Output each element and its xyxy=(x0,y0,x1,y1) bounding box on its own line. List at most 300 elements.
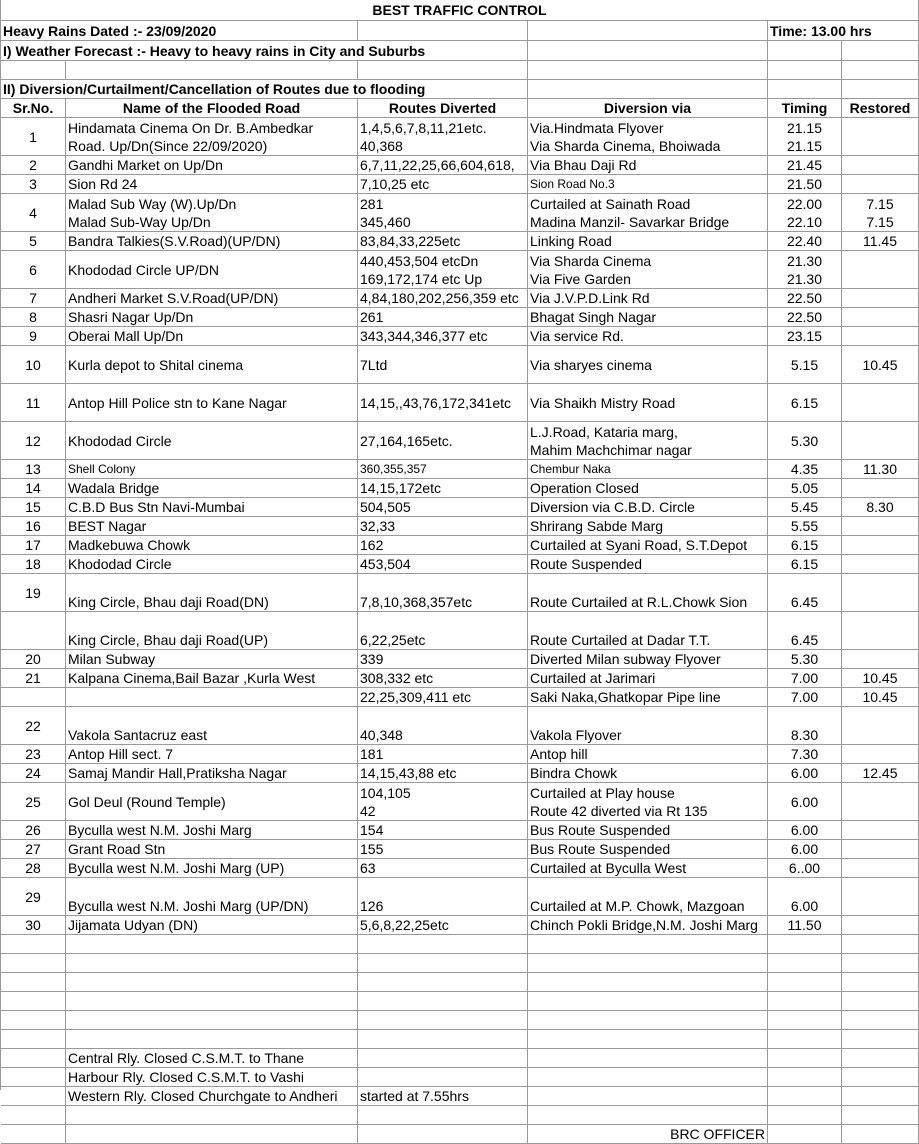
row-via xyxy=(528,460,768,479)
empty-cell xyxy=(66,973,358,992)
railway-note-line: Central Rly. Closed C.S.M.T. to Thane xyxy=(68,1050,305,1066)
row-srno-line: 1 xyxy=(29,128,37,145)
row-road-line: Kurla depot to Shital cinema xyxy=(68,356,244,373)
header-road-line: Name of the Flooded Road xyxy=(122,100,301,116)
row-road-line: Bandra Talkies(S.V.Road)(UP/DN) xyxy=(68,233,281,249)
row-routes xyxy=(358,118,528,156)
row-srno xyxy=(1,669,66,688)
row-restored-line: 7.15 xyxy=(866,196,894,212)
row-timing xyxy=(768,536,842,555)
row-via-line: Via Sharda Cinema xyxy=(530,253,652,269)
header-via-line: Diversion via xyxy=(603,100,692,116)
empty-cell xyxy=(528,992,768,1011)
row-timing xyxy=(768,821,842,840)
row-road xyxy=(66,498,358,517)
row-timing-line: 6.00 xyxy=(790,793,819,810)
row-road-line: Sion Rd 24 xyxy=(68,176,138,192)
row-routes xyxy=(358,517,528,536)
row-road-line: Shasri Nagar Up/Dn xyxy=(68,309,194,325)
row-restored xyxy=(842,840,919,859)
row-timing xyxy=(768,498,842,517)
row-srno xyxy=(1,251,66,289)
row-timing xyxy=(768,308,842,327)
row-srno xyxy=(1,612,66,650)
empty-cell xyxy=(768,935,842,954)
row-routes xyxy=(358,232,528,251)
row-routes xyxy=(358,536,528,555)
row-road-line: Byculla west N.M. Joshi Marg xyxy=(68,822,252,838)
row-srno-line: 26 xyxy=(25,822,41,838)
weather-forecast xyxy=(1,41,528,61)
empty-cell xyxy=(528,935,768,954)
row-via-line: Route Curtailed at R.L.Chowk Sion xyxy=(530,594,748,610)
empty-cell xyxy=(66,1030,358,1049)
row-restored-line: 11.45 xyxy=(863,233,897,249)
row-via xyxy=(528,346,768,384)
row-srno-line: 9 xyxy=(29,328,37,344)
railway-note xyxy=(66,1068,358,1087)
row-via-line: Via.Hindmata Flyover xyxy=(530,120,664,136)
row-via-line: L.J.Road, Kataria marg, xyxy=(530,424,678,440)
row-via xyxy=(528,745,768,764)
empty-cell xyxy=(358,1030,528,1049)
row-srno xyxy=(1,118,66,156)
row-timing xyxy=(768,878,842,916)
row-road-line: C.B.D Bus Stn Navi-Mumbai xyxy=(68,499,245,515)
row-timing xyxy=(768,859,842,878)
empty-cell xyxy=(1,954,66,973)
row-srno-line: 21 xyxy=(25,670,41,686)
empty-cell xyxy=(768,1125,842,1144)
row-road xyxy=(66,422,358,460)
row-road xyxy=(66,308,358,327)
row-via-line: Via Five Garden xyxy=(530,271,631,287)
row-srno-line: 18 xyxy=(25,556,41,572)
row-routes-line: 4,84,180,202,256,359 etc xyxy=(360,290,519,306)
row-road-line: Gandhi Market on Up/Dn xyxy=(68,157,223,173)
row-timing xyxy=(768,517,842,536)
empty-cell xyxy=(66,1125,358,1144)
row-routes-line: 440,453,504 etcDn xyxy=(360,253,479,269)
row-timing-line: 22.40 xyxy=(786,233,823,249)
row-srno-line: 7 xyxy=(29,290,37,306)
row-routes-line: 281 xyxy=(360,196,384,212)
row-restored xyxy=(842,517,919,536)
row-road-line: Byculla west N.M. Joshi Marg (UP/DN) xyxy=(68,898,309,914)
row-timing-line: 11.50 xyxy=(787,917,822,933)
row-via-line: Shrirang Sabde Marg xyxy=(530,518,664,534)
row-routes-line: 7,8,10,368,357etc xyxy=(360,594,473,610)
row-routes xyxy=(358,574,528,612)
row-timing xyxy=(768,574,842,612)
row-routes xyxy=(358,745,528,764)
row-routes-line: 1,4,5,6,7,8,11,21etc. xyxy=(360,120,487,136)
row-restored xyxy=(842,156,919,175)
row-road xyxy=(66,175,358,194)
row-road xyxy=(66,555,358,574)
row-timing xyxy=(768,783,842,821)
row-timing-line: 22.50 xyxy=(786,290,823,306)
row-via-line: Bhagat Singh Nagar xyxy=(530,309,657,325)
row-timing xyxy=(768,707,842,745)
empty-cell xyxy=(66,935,358,954)
row-road-line: Shell Colony xyxy=(68,462,136,476)
row-srno xyxy=(1,422,66,460)
row-srno xyxy=(1,517,66,536)
row-srno-line: 3 xyxy=(29,176,37,192)
row-srno-line: 2 xyxy=(29,157,37,173)
row-road-line: Wadala Bridge xyxy=(68,480,160,496)
empty-cell xyxy=(768,1106,842,1125)
row-road xyxy=(66,783,358,821)
row-timing xyxy=(768,745,842,764)
row-road-line: Hindamata Cinema On Dr. B.Ambedkar xyxy=(68,120,314,136)
row-road xyxy=(66,612,358,650)
empty-cell xyxy=(528,41,768,61)
row-routes-line: 181 xyxy=(360,746,384,762)
row-srno-line: 23 xyxy=(25,746,41,762)
empty-cell xyxy=(842,935,919,954)
row-timing xyxy=(768,118,842,156)
row-srno xyxy=(1,327,66,346)
header-via xyxy=(528,99,768,118)
empty-cell xyxy=(66,1011,358,1030)
row-timing-line: 6.00 xyxy=(790,822,819,838)
row-via xyxy=(528,156,768,175)
row-timing-line: 22.50 xyxy=(786,309,823,325)
empty-cell xyxy=(66,61,358,80)
row-road xyxy=(66,574,358,612)
row-srno xyxy=(1,783,66,821)
row-via xyxy=(528,118,768,156)
row-via-line: Diversion via C.B.D. Circle xyxy=(530,499,695,515)
row-timing xyxy=(768,194,842,232)
row-routes-line: 155 xyxy=(360,841,384,857)
row-timing-line: 6.00 xyxy=(790,765,819,781)
row-timing-line: 21.50 xyxy=(786,176,823,192)
row-routes-line: 339 xyxy=(360,651,384,667)
empty-cell xyxy=(1,1068,66,1087)
row-road-line: Milan Subway xyxy=(68,651,156,667)
header-road xyxy=(66,99,358,118)
row-srno-line: 30 xyxy=(25,917,41,933)
row-road-line: King Circle, Bhau daji Road(UP) xyxy=(68,632,268,648)
header-srno xyxy=(1,99,66,118)
empty-cell xyxy=(1,973,66,992)
empty-cell xyxy=(1,935,66,954)
dated-label xyxy=(1,21,358,41)
row-srno xyxy=(1,821,66,840)
empty-cell xyxy=(528,1030,768,1049)
row-srno-line: 29 xyxy=(25,888,41,905)
row-routes-line: 32,33 xyxy=(360,518,396,534)
row-timing-line: 6.15 xyxy=(790,537,819,553)
empty-cell xyxy=(528,21,768,41)
row-restored-line: 10.45 xyxy=(862,670,898,686)
empty-cell xyxy=(528,61,768,80)
railway-note-line: Western Rly. Closed Churchgate to Andheri xyxy=(68,1088,338,1104)
row-via-line: Curtailed at Jarimari xyxy=(530,670,656,686)
header-routes-line: Routes Diverted xyxy=(388,100,497,116)
row-via-line: Via J.V.P.D.Link Rd xyxy=(530,290,650,306)
row-srno-line: 8 xyxy=(29,309,37,325)
row-road xyxy=(66,346,358,384)
row-road-line: Malad Sub Way (W).Up/Dn xyxy=(68,196,237,212)
empty-cell xyxy=(842,41,919,61)
row-routes-line: 22,25,309,411 etc xyxy=(360,689,472,705)
row-via-line: Bus Route Suspended xyxy=(530,841,671,857)
row-restored xyxy=(842,422,919,460)
empty-cell xyxy=(842,1011,919,1030)
empty-cell xyxy=(842,1106,919,1125)
row-via xyxy=(528,175,768,194)
row-via-line: Curtailed at M.P. Chowk, Mazgoan xyxy=(530,898,745,914)
row-srno xyxy=(1,555,66,574)
row-road-line: Khododad Circle xyxy=(68,556,172,572)
row-road xyxy=(66,650,358,669)
row-restored xyxy=(842,859,919,878)
row-timing xyxy=(768,251,842,289)
row-routes-line: 261 xyxy=(360,309,384,325)
row-timing-line: 5.30 xyxy=(790,432,819,449)
row-restored-line: 10.45 xyxy=(862,689,898,705)
row-routes-line: 14,15,172etc xyxy=(360,480,441,496)
section-heading-line: II) Diversion/Curtailment/Cancellation of Routes due to flooding xyxy=(3,81,426,97)
row-via xyxy=(528,422,768,460)
row-srno xyxy=(1,194,66,232)
row-road-line: Samaj Mandir Hall,Pratiksha Nagar xyxy=(68,765,287,781)
row-routes-line: 6,22,25etc xyxy=(360,632,426,648)
row-via-line: Route Curtailed at Dadar T.T. xyxy=(530,632,711,648)
row-via-line: Sion Road No.3 xyxy=(530,177,615,191)
row-restored xyxy=(842,555,919,574)
row-timing xyxy=(768,289,842,308)
row-routes xyxy=(358,327,528,346)
row-via-line: Curtailed at Byculla West xyxy=(530,860,687,876)
row-srno-line: 15 xyxy=(25,499,41,515)
row-via-line: Operation Closed xyxy=(530,480,639,496)
row-timing-line: 6..00 xyxy=(788,860,821,876)
empty-cell xyxy=(842,1068,919,1087)
row-srno-line: 19 xyxy=(25,584,41,601)
western-started-line: started at 7.55hrs xyxy=(360,1088,469,1104)
row-routes-line: 504,505 xyxy=(360,499,411,515)
row-srno xyxy=(1,498,66,517)
row-road xyxy=(66,916,358,935)
row-via xyxy=(528,707,768,745)
row-road xyxy=(66,745,358,764)
row-restored xyxy=(842,612,919,650)
row-via xyxy=(528,878,768,916)
row-timing xyxy=(768,840,842,859)
row-routes-line: 169,172,174 etc Up xyxy=(360,271,483,287)
empty-cell xyxy=(528,954,768,973)
row-srno-line: 20 xyxy=(25,651,41,667)
row-restored xyxy=(842,688,919,707)
empty-cell xyxy=(842,992,919,1011)
row-road-line: Kalpana Cinema,Bail Bazar ,Kurla West xyxy=(68,670,316,686)
row-srno xyxy=(1,650,66,669)
empty-cell xyxy=(528,80,768,99)
row-srno xyxy=(1,346,66,384)
row-road-line: Malad Sub-Way Up/Dn xyxy=(68,214,211,230)
empty-cell xyxy=(768,992,842,1011)
empty-cell xyxy=(66,992,358,1011)
row-via-line: Via Bhau Daji Rd xyxy=(530,157,637,173)
empty-cell xyxy=(768,1068,842,1087)
empty-cell xyxy=(1,1125,66,1144)
row-via xyxy=(528,764,768,783)
row-srno-line: 28 xyxy=(25,860,41,876)
empty-cell xyxy=(768,973,842,992)
row-routes xyxy=(358,308,528,327)
row-timing xyxy=(768,669,842,688)
header-restored xyxy=(842,99,919,118)
row-routes xyxy=(358,688,528,707)
empty-cell xyxy=(358,1125,528,1144)
row-routes xyxy=(358,194,528,232)
row-via xyxy=(528,251,768,289)
header-restored-line: Restored xyxy=(849,100,911,116)
empty-cell xyxy=(358,1049,528,1068)
time-label-line: Time: 13.00 hrs xyxy=(770,23,872,39)
empty-cell xyxy=(358,1068,528,1087)
row-timing-line: 22.00 xyxy=(786,196,823,212)
row-timing-line: 7.30 xyxy=(790,746,819,762)
empty-cell xyxy=(768,1011,842,1030)
row-via-line: Antop hill xyxy=(530,746,588,762)
row-routes-line: 154 xyxy=(360,822,384,838)
header-timing-line: Timing xyxy=(781,100,828,116)
row-timing xyxy=(768,916,842,935)
empty-cell xyxy=(358,954,528,973)
row-timing xyxy=(768,764,842,783)
row-via-line: Via Shaikh Mistry Road xyxy=(530,394,676,411)
row-timing-line: 4.35 xyxy=(790,461,819,477)
row-timing xyxy=(768,479,842,498)
row-via-line: Chembur Naka xyxy=(530,462,611,476)
row-road-line: Vakola Santacruz east xyxy=(68,727,208,743)
row-restored xyxy=(842,308,919,327)
header-timing xyxy=(768,99,842,118)
row-via xyxy=(528,612,768,650)
row-road xyxy=(66,859,358,878)
row-road xyxy=(66,764,358,783)
row-via-line: Curtailed at Syani Road, S.T.Depot xyxy=(530,537,748,553)
row-timing-line: 5.45 xyxy=(790,499,819,515)
row-via xyxy=(528,821,768,840)
row-routes xyxy=(358,479,528,498)
empty-cell xyxy=(842,61,919,80)
empty-cell xyxy=(1,1049,66,1068)
row-srno-line: 12 xyxy=(25,432,41,449)
row-routes xyxy=(358,707,528,745)
row-road-line: Antop Hill sect. 7 xyxy=(68,746,174,762)
railway-note xyxy=(66,1049,358,1068)
row-timing xyxy=(768,612,842,650)
row-via-line: Mahim Machchimar nagar xyxy=(530,442,692,458)
empty-cell xyxy=(768,1049,842,1068)
time-label xyxy=(768,21,919,41)
row-via-line: Via service Rd. xyxy=(530,328,624,344)
row-via xyxy=(528,650,768,669)
row-timing-line: 21.15 xyxy=(786,138,823,154)
sheet-title-line: BEST TRAFFIC CONTROL xyxy=(372,2,547,18)
row-routes-line: 308,332 etc xyxy=(360,670,434,686)
row-via xyxy=(528,669,768,688)
row-road xyxy=(66,669,358,688)
row-srno xyxy=(1,574,66,612)
row-srno xyxy=(1,479,66,498)
header-routes xyxy=(358,99,528,118)
empty-cell xyxy=(1,61,66,80)
row-srno xyxy=(1,156,66,175)
row-road xyxy=(66,118,358,156)
row-routes xyxy=(358,878,528,916)
row-srno-line: 10 xyxy=(25,356,41,373)
row-timing-line: 6.00 xyxy=(790,841,819,857)
row-routes-line: 453,504 xyxy=(360,556,411,572)
row-timing-line: 7.00 xyxy=(790,689,819,705)
row-timing-line: 5.30 xyxy=(790,651,819,667)
row-routes xyxy=(358,764,528,783)
row-via xyxy=(528,783,768,821)
row-restored xyxy=(842,536,919,555)
row-srno xyxy=(1,764,66,783)
row-road-line: Road. Up/Dn(Since 22/09/2020) xyxy=(68,138,268,154)
row-road-line: Jijamata Udyan (DN) xyxy=(68,917,198,933)
row-restored xyxy=(842,783,919,821)
row-restored xyxy=(842,916,919,935)
row-srno-line: 5 xyxy=(29,233,37,249)
row-restored xyxy=(842,498,919,517)
row-srno-line: 11 xyxy=(25,394,41,411)
row-via xyxy=(528,840,768,859)
row-via-line: Madina Manzil- Savarkar Bridge xyxy=(530,214,730,230)
empty-cell xyxy=(768,41,842,61)
empty-cell xyxy=(842,954,919,973)
weather-forecast-line: I) Weather Forecast :- Heavy to heavy rains in City and Suburbs xyxy=(3,43,426,59)
row-timing xyxy=(768,422,842,460)
row-srno xyxy=(1,308,66,327)
row-restored xyxy=(842,232,919,251)
row-road xyxy=(66,821,358,840)
row-restored xyxy=(842,650,919,669)
row-routes-line: 7Ltd xyxy=(360,356,388,373)
section-heading xyxy=(1,80,528,99)
row-srno-line: 17 xyxy=(25,537,41,553)
row-restored xyxy=(842,745,919,764)
row-routes xyxy=(358,175,528,194)
row-restored-line: 11.30 xyxy=(863,461,897,477)
row-road xyxy=(66,251,358,289)
empty-cell xyxy=(358,992,528,1011)
row-via-line: Bindra Chowk xyxy=(530,765,618,781)
empty-cell xyxy=(358,935,528,954)
row-routes-line: 343,344,346,377 etc xyxy=(360,328,488,344)
row-routes-line: 7,10,25 etc xyxy=(360,176,430,192)
row-timing xyxy=(768,650,842,669)
row-road-line: King Circle, Bhau daji Road(DN) xyxy=(68,594,269,610)
row-road xyxy=(66,460,358,479)
row-srno-line: 4 xyxy=(29,204,37,221)
row-restored xyxy=(842,460,919,479)
row-restored xyxy=(842,194,919,232)
row-timing xyxy=(768,232,842,251)
row-timing-line: 21.15 xyxy=(786,120,823,136)
row-timing-line: 5.55 xyxy=(790,518,819,534)
empty-cell xyxy=(842,80,919,99)
